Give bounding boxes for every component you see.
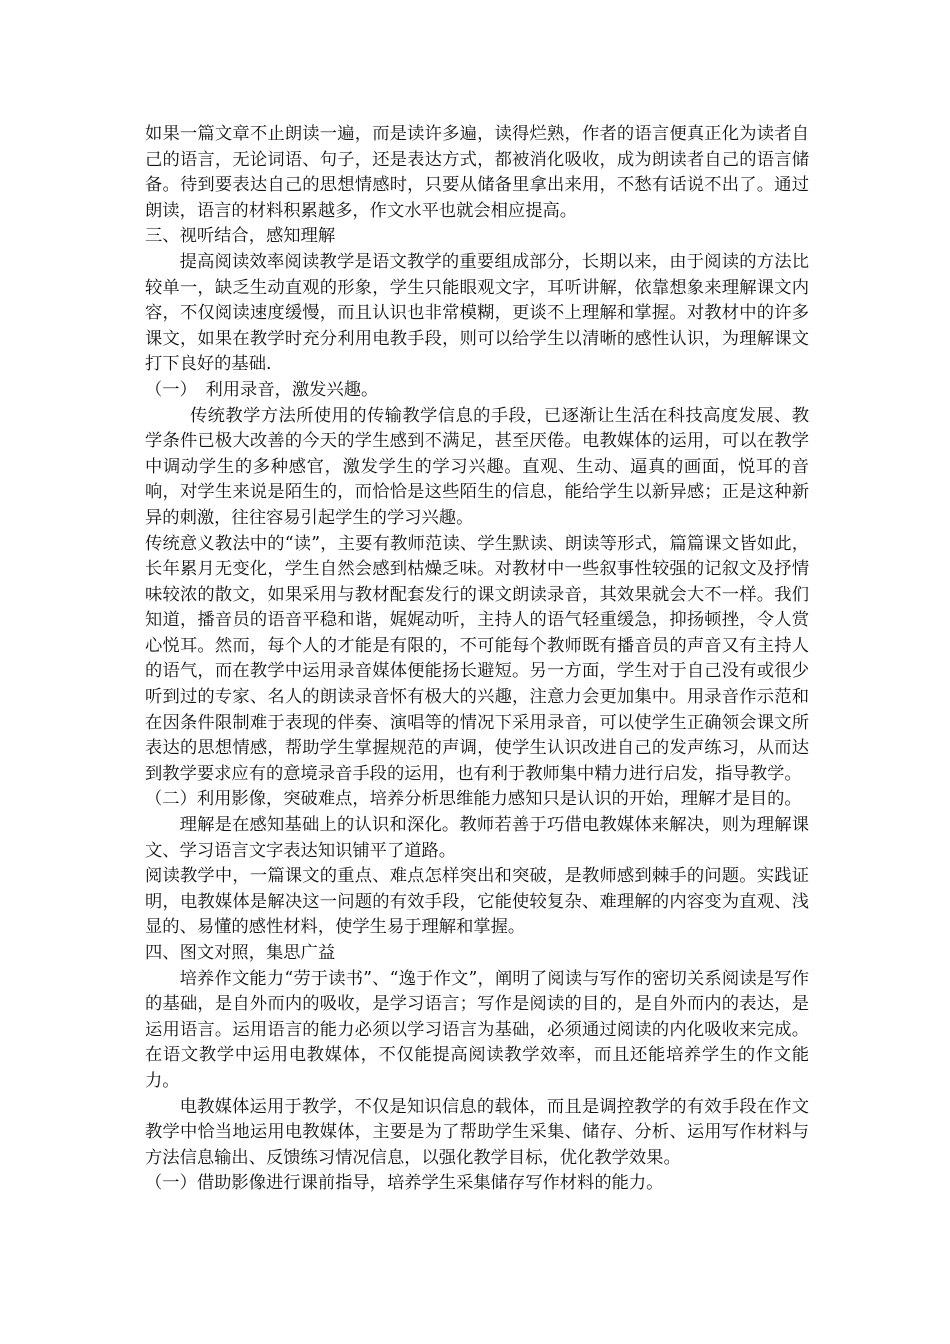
subheading-pre-class-guidance: （一）借助影像进行课前指导，培养学生采集储存写作材料的能力。 — [145, 1173, 664, 1194]
paragraph-key-points: 阅读教学中，一篇课文的重点、难点怎样突出和突破，是教师感到棘手的问题。实践证明，电教媒体是解决这一问题的有效手段，它能使较复杂、难理解的内容变为直观、浅显的、易懂的感性材料，使学生易于理解和掌握。 — [145, 866, 809, 938]
heading-section-four: 四、图文对照，集思广益 — [145, 943, 336, 963]
paragraph-reading-efficiency: 提高阅读效率阅读教学是语文教学的重要组成部分，长期以来，由于阅读的方法比较单一，缺乏生动直观的形象，学生只能眼观文字，耳听讲解，依靠想象来理解课文内容，不仅阅读速度缓慢，而且认识也非常模糊，更谈不上理解和掌握。对教材中的许多课文，如果在教学时充分利用电教手段，则可以给学生以清晰的感性认识，为理解课文打下良好的基础. — [145, 251, 809, 375]
paragraph-writing-ability: 培养作文能力“劳于读书”、“逸于作文”，阐明了阅读与写作的密切关系阅读是写作的基础，是自外而内的吸收，是学习语言；写作是阅读的目的，是自外而内的表达，是运用语言。运用语言的能力必须以学习语言为基础，必须通过阅读的内化吸收来完成。在语文教学中运用电教媒体，不仅能提高阅读教学效率，而且还能培养学生的作文能力。 — [145, 968, 809, 1091]
paragraph-media-in-teaching: 电教媒体运用于教学，不仅是知识信息的载体，而且是调控教学的有效手段在作文教学中恰当地运用电教媒体，主要是为了帮助学生采集、储存、分析、运用写作材料与方法信息输出、反馈练习情况信息，以强化教学目标，优化教学效果。 — [145, 1096, 809, 1168]
document-body — [145, 122, 809, 1197]
subheading-use-video: （二）利用影像，突破难点，培养分析思维能力感知只是认识的开始，理解才是目的。 — [145, 789, 802, 810]
paragraph-reading-aloud: 如果一篇文章不止朗读一遍，而是读许多遍，读得烂熟，作者的语言便真正化为读者自己的语言，无论词语、句子，还是表达方式，都被消化吸收，成为朗读者自己的语言储备。待到要表达自己的思想情感时，只要从储备里拿出来用，不愁有话说不出了。通过朗读，语言的材料积累越多，作文水平也就会相应提高。 — [145, 124, 809, 221]
heading-section-three: 三、视听结合，感知理解 — [145, 226, 336, 247]
paragraph-understanding: 理解是在感知基础上的认识和深化。教师若善于巧借电教媒体来解决，则为理解课文、学习语言文字表达知识铺平了道路。 — [145, 815, 809, 861]
subheading-use-recording: （一） 利用录音，激发兴趣。 — [145, 379, 379, 400]
paragraph-traditional-methods: 传统教学方法所使用的传输教学信息的手段，已逐渐让生活在科技高度发展、教学条件已极大改善的今天的学生感到不满足，甚至厌倦。电教媒体的运用，可以在教学中调动学生的多种感官，激发学生的学习兴趣。直观、生动、逼真的画面，悦耳的音响，对学生来说是陌生的，而恰恰是这些陌生的信息，能给学生以新异感；正是这种新异的刺激，往往容易引起学生的学习兴趣。 — [145, 405, 809, 528]
paragraph-traditional-reading: 传统意义教法中的“读”，主要有教师范读、学生默读、朗读等形式，篇篇课文皆如此，长年累月无变化，学生自然会感到枯燥乏味。对教材中一些叙事性较强的记叙文及抒情味较浓的散文，如果采用与教材配套发行的课文朗读录音，其效果就会大不一样。我们知道，播音员的语音平稳和谐，娓娓动听，主持人的语气轻重缓急，抑扬顿挫，令人赏心悦耳。然而，每个人的才能是有限的，不可能每个教师既有播音员的声音又有主持人的语气，而在教学中运用录音媒体便能扬长避短。另一方面，学生对于自己没有或很少听到过的专家、名人的朗读录音怀有极大的兴趣，注意力会更加集中。用录音作示范和在因条件限制难于表现的伴奏、演唱等的情况下采用录音，可以使学生正确领会课文所表达的思想情感，帮助学生掌握规范的声调，使学生认识改进自己的发声练习，从而达到教学要求应有的意境录音手段的运用，也有利于教师集中精力进行启发，指导教学。 — [145, 533, 809, 784]
